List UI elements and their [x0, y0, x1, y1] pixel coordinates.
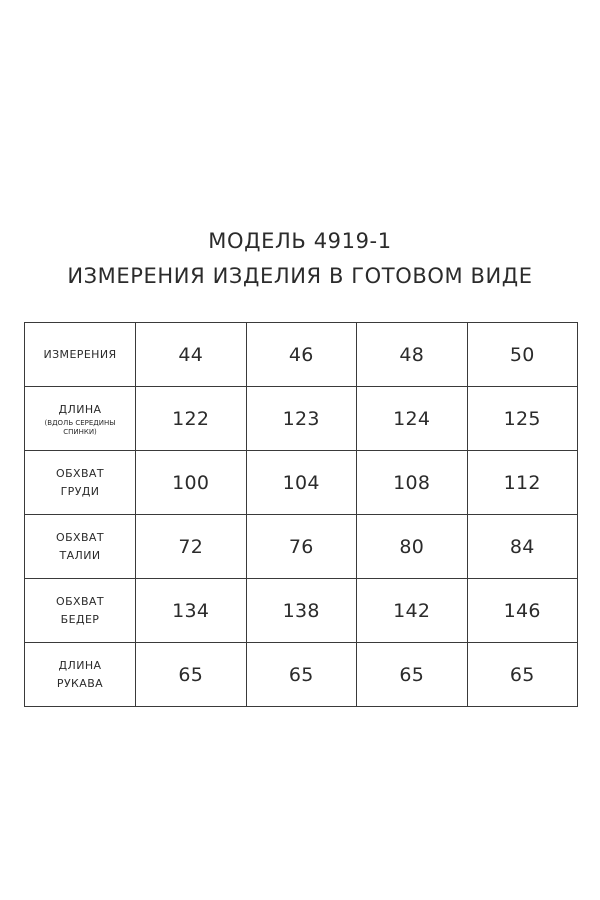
row-label-note: СПИНКИ) [63, 427, 97, 436]
row-label: ОБХВАТ [56, 594, 104, 608]
table-row [25, 643, 578, 707]
size-header-cell: 44 [136, 323, 247, 387]
row-label-note: (ВДОЛЬ СЕРЕДИНЫ [44, 418, 116, 427]
header-label-cell: ИЗМЕРЕНИЯ [25, 323, 136, 387]
value-cell: 65 [467, 643, 578, 707]
value-cell: 72 [136, 515, 247, 579]
value-cell: 123 [246, 387, 357, 451]
table-row [25, 387, 578, 451]
row-label: ДЛИНА [58, 658, 102, 672]
model-title: МОДЕЛЬ 4919-1 [208, 229, 392, 253]
value-cell: 134 [136, 579, 247, 643]
row-label: БЕДЕР [60, 612, 100, 626]
page-subtitle: ИЗМЕРЕНИЯ ИЗДЕЛИЯ В ГОТОВОМ ВИДЕ [67, 264, 533, 288]
value-cell: 146 [467, 579, 578, 643]
value-cell: 138 [246, 579, 357, 643]
value-cell: 65 [136, 643, 247, 707]
row-label-cell [25, 643, 136, 707]
size-header-cell: 50 [467, 323, 578, 387]
value-cell: 100 [136, 451, 247, 515]
row-label-cell [25, 387, 136, 451]
row-label: ДЛИНА [58, 402, 102, 416]
table-row [25, 451, 578, 515]
size-table [24, 322, 578, 707]
value-cell: 124 [357, 387, 468, 451]
table-header-row [25, 323, 578, 387]
row-label: РУКАВА [56, 676, 104, 690]
value-cell: 76 [246, 515, 357, 579]
table-row [25, 515, 578, 579]
value-cell: 142 [357, 579, 468, 643]
value-cell: 122 [136, 387, 247, 451]
row-label: ТАЛИИ [59, 548, 101, 562]
row-label-cell [25, 515, 136, 579]
value-cell: 108 [357, 451, 468, 515]
value-cell: 112 [467, 451, 578, 515]
value-cell: 80 [357, 515, 468, 579]
value-cell: 104 [246, 451, 357, 515]
row-label-cell [25, 451, 136, 515]
value-cell: 84 [467, 515, 578, 579]
row-label: ОБХВАТ [56, 530, 104, 544]
size-header-cell: 46 [246, 323, 357, 387]
value-cell: 125 [467, 387, 578, 451]
size-header-cell: 48 [357, 323, 468, 387]
value-cell: 65 [357, 643, 468, 707]
row-label: ОБХВАТ [56, 466, 104, 480]
table-row [25, 579, 578, 643]
row-label: ГРУДИ [60, 484, 100, 498]
value-cell: 65 [246, 643, 357, 707]
row-label-cell [25, 579, 136, 643]
